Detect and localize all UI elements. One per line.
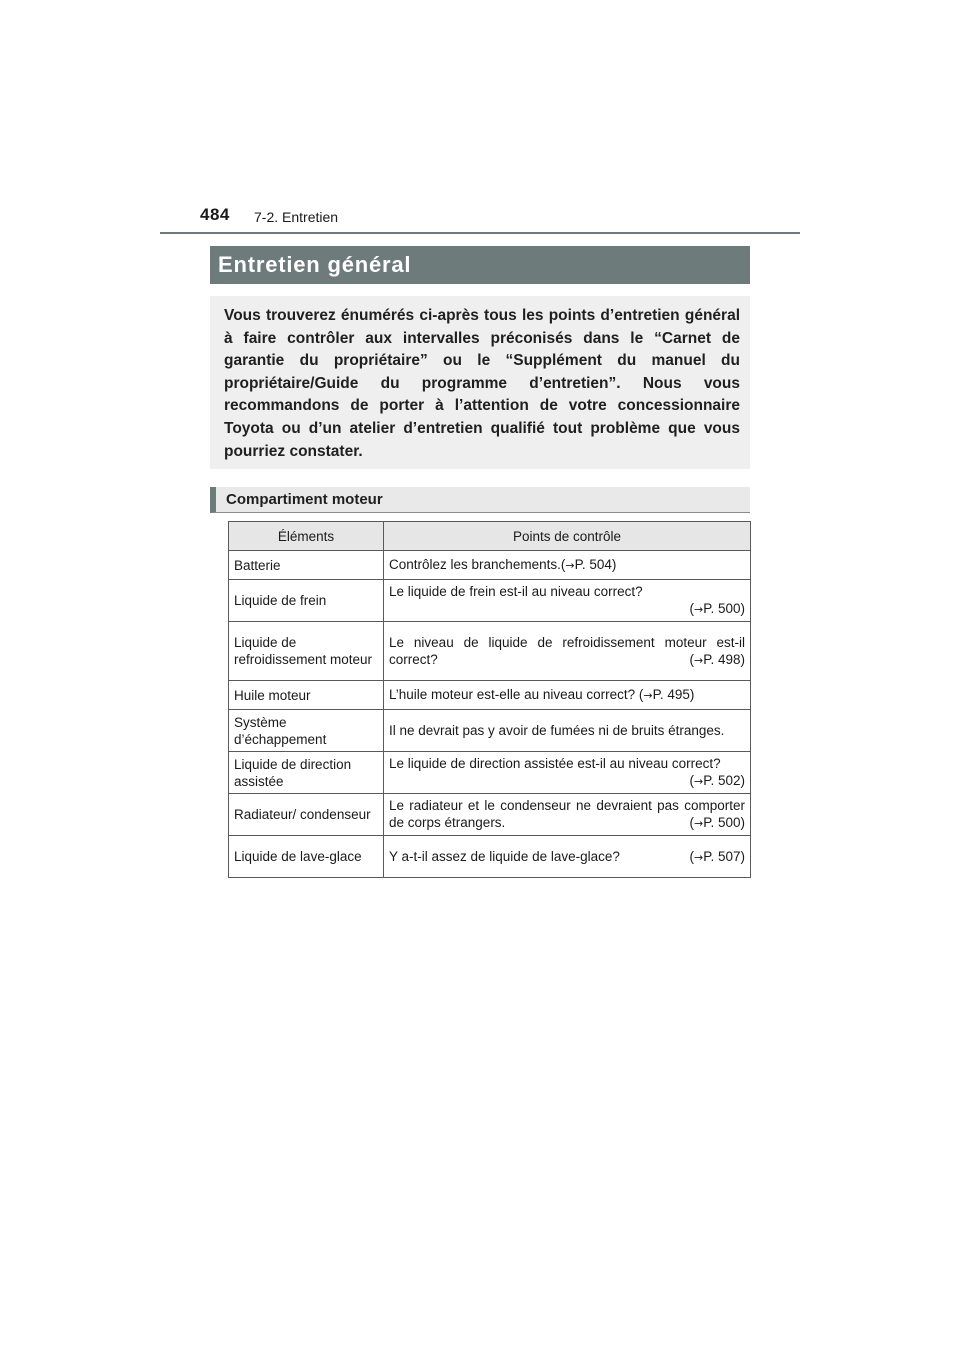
table-cell-checkpoint (384, 622, 751, 681)
page-reference: (→P. 502) (689, 773, 745, 788)
table-cell-item: Radiateur/ condenseur (229, 794, 384, 836)
checkpoint-text: Le radiateur et le condenseur ne devraient pas comporter de corps étrangers. (389, 798, 745, 830)
page-reference-number: P. 504) (574, 557, 617, 572)
page-reference-number: P. 500) (703, 815, 745, 830)
column-header-checkpoints: Points de contrôle (384, 522, 751, 551)
arrow-right-icon: → (693, 817, 704, 830)
checkpoint-text: Le niveau de liquide de refroidissement moteur est-il correct? (389, 634, 745, 667)
page-reference: (→P. 498) (689, 651, 745, 667)
page-reference-number: P. 502) (703, 773, 745, 788)
table-row (229, 752, 751, 794)
page-reference: (→P. 507) (689, 848, 745, 864)
intro-box (210, 296, 750, 469)
section-reference: 7-2. Entretien (254, 209, 339, 225)
table-cell-checkpoint (384, 836, 751, 878)
intro-text: Vous trouverez énumérés ci-après tous les points d’entretien général à faire contrôler aux intervalles préconisés dans le “Carnet de garantie du propriétaire” ou le “Supplément du manuel du propriétaire/Guide du programme d’entretien”. Nous vous recommandons de porter à l’attention de votre concessionnaire Toyota ou d’un atelier d’entretien qualifié tout problème que vous pourriez constater. (224, 307, 740, 460)
table-header-row (229, 522, 751, 551)
page-reference-number: P. 498) (703, 651, 745, 667)
table-cell-item: Liquide de refroidissement moteur (229, 622, 384, 681)
checkpoint-text: Il ne devrait pas y avoir de fumées ni de bruits étranges. (389, 723, 725, 738)
table-cell-checkpoint (384, 681, 751, 710)
table-row (229, 710, 751, 752)
checkpoint-text: Y a-t-il assez de liquide de lave-glace? (389, 848, 620, 864)
table-cell-checkpoint (384, 752, 751, 794)
table-cell-checkpoint (384, 551, 751, 580)
table-cell-item: Huile moteur (229, 681, 384, 710)
table-body (229, 551, 751, 878)
table-cell-item: Système d’échappement (229, 710, 384, 752)
section-title-bar (210, 246, 750, 284)
table-cell-item: Liquide de direction assistée (229, 752, 384, 794)
arrow-right-icon: → (693, 653, 704, 667)
checkpoint-text: Le liquide de frein est-il au niveau correct? (389, 584, 643, 599)
checkpoint-text: Contrôlez les branchements.( (389, 557, 566, 572)
maintenance-table (228, 521, 751, 878)
page-reference: (→P. 500) (689, 601, 745, 616)
table-cell-checkpoint (384, 794, 751, 836)
table-cell-item: Liquide de frein (229, 580, 384, 622)
table-cell-checkpoint (384, 580, 751, 622)
table-cell-item: Liquide de lave-glace (229, 836, 384, 878)
page-reference (565, 557, 616, 572)
checkpoint-text: Le liquide de direction assistée est-il au niveau correct? (389, 756, 721, 771)
subheading-bar (210, 487, 750, 513)
arrow-right-icon: → (693, 850, 704, 864)
page-number: 484 (200, 205, 230, 224)
page-title: Entretien général (218, 252, 412, 277)
subheading-title: Compartiment moteur (226, 491, 383, 508)
table-row (229, 580, 751, 622)
arrow-right-icon: → (643, 689, 653, 702)
arrow-right-icon: → (565, 559, 575, 572)
checkpoint-text: L’huile moteur est-elle au niveau correct? ( (389, 687, 644, 702)
table-cell-checkpoint (384, 710, 751, 752)
page-reference-number: P. 500) (703, 601, 745, 616)
table-row (229, 836, 751, 878)
arrow-right-icon: → (693, 775, 704, 788)
column-header-items: Éléments (229, 522, 384, 551)
page-reference-number: P. 495) (652, 687, 695, 702)
page-reference-number: P. 507) (703, 848, 745, 864)
table-row (229, 681, 751, 710)
page-reference (643, 687, 694, 702)
table-cell-item: Batterie (229, 551, 384, 580)
table-row (229, 794, 751, 836)
page-reference: (→P. 500) (689, 815, 745, 830)
arrow-right-icon: → (693, 603, 704, 616)
header-divider (160, 232, 800, 234)
table-row (229, 551, 751, 580)
table-row (229, 622, 751, 681)
